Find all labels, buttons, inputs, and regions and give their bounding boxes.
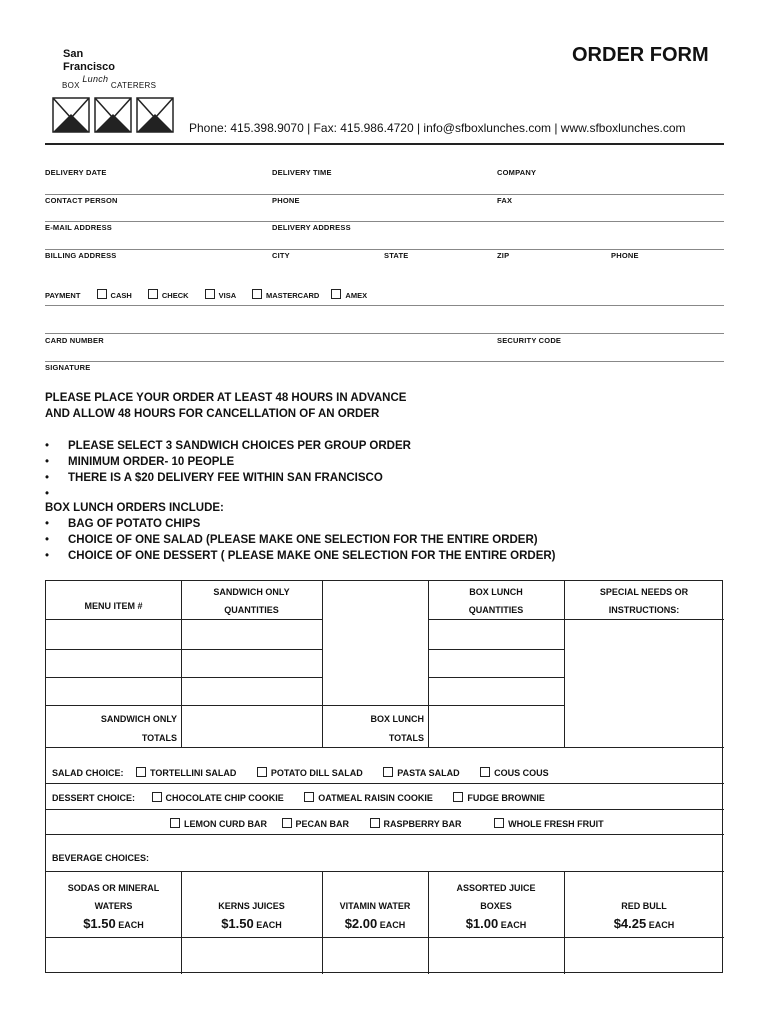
email-label: E-MAIL ADDRESS [45,223,112,232]
row-divider [428,677,564,678]
payment-mastercard[interactable] [252,291,319,300]
email-row-line[interactable] [45,249,724,250]
checkbox-icon[interactable] [331,289,341,299]
row-divider [46,677,322,678]
option-label: POTATO DILL SALAD [270,768,363,778]
delivery-date-label: DELIVERY DATE [45,168,107,177]
phone-label: PHONE [272,196,300,205]
state-label: STATE [384,251,409,260]
rule-item: • PLEASE SELECT 3 SANDWICH CHOICES PER GROUP ORDER [45,438,556,454]
signature-label: SIGNATURE [45,363,91,372]
beverage-juice-boxes[interactable] [428,879,564,934]
dessert-option[interactable] [170,819,267,829]
dessert-option[interactable] [282,819,350,829]
rule-item-empty [45,486,556,500]
dessert-label: DESSERT CHOICE: [52,793,136,803]
beverage-name [181,879,322,897]
notice-line-2: AND ALLOW 48 HOURS FOR CANCELLATION OF AN ORDER [45,408,380,420]
logo-line-1: San [63,48,84,60]
beverage-unit: EACH [648,920,675,930]
payment-label: PAYMENT [45,291,81,300]
contact-row-line[interactable] [45,221,724,222]
include-item: • CHOICE OF ONE DESSERT ( PLEASE MAKE ONE SELECTION FOR THE ENTIRE ORDER) [45,548,556,564]
logo-subtitle [62,74,157,90]
city-label: CITY [272,251,290,260]
beverage-price: $1.50 [83,916,116,931]
beverage-name: WATERS [94,901,133,911]
beverage-name: VITAMIN WATER [339,901,411,911]
option-label: CHOCOLATE CHIP COOKIE [165,793,284,803]
totals-line: TOTALS [141,733,177,743]
beverage-name: RED BULL [621,901,667,911]
header-divider [45,143,724,145]
header-line: SANDWICH ONLY [213,587,290,597]
payment-option-label: AMEX [345,291,368,300]
beverage-unit: EACH [379,920,406,930]
row-divider [428,649,564,650]
zip-label: ZIP [497,251,510,260]
delivery-row-line[interactable] [45,194,724,195]
option-label: OATMEAL RAISIN COOKIE [318,793,433,803]
box-lunch-header [428,583,564,619]
totals-line: TOTALS [388,733,424,743]
box-totals-label [322,710,424,748]
payment-option-label: CHECK [161,291,189,300]
salad-option[interactable] [480,768,549,778]
row-divider [46,705,564,706]
beverage-name [322,879,428,897]
order-table [45,580,723,973]
special-needs-header [564,583,724,619]
beverage-red-bull[interactable] [564,879,724,934]
beverage-kerns[interactable] [181,879,322,934]
header-line: QUANTITIES [468,605,524,615]
notice-line-1: PLEASE PLACE YOUR ORDER AT LEAST 48 HOURS IN ADVANCE [45,392,407,404]
checkbox-icon[interactable] [257,767,267,777]
page-title: ORDER FORM [572,44,709,66]
salad-option[interactable] [257,768,363,778]
payment-option-label: CASH [110,291,132,300]
fax-label: FAX [497,196,513,205]
include-item: • BAG OF POTATO CHIPS [45,516,556,532]
contact-info: Phone: 415.398.9070 | Fax: 415.986.4720 | info@sfboxlunches.com | www.sfboxlunches.com [189,121,686,135]
payment-check[interactable] [148,291,189,300]
delivery-address-label: DELIVERY ADDRESS [272,223,351,232]
row-divider [428,619,724,620]
header-line: INSTRUCTIONS: [608,605,680,615]
checkbox-icon[interactable] [205,289,215,299]
logo-caterers: CATERERS [110,81,157,90]
header-line: BOX LUNCH [469,587,523,597]
checkbox-icon[interactable] [170,818,180,828]
billing-address-label: BILLING ADDRESS [45,251,117,260]
beverage-choices-label: BEVERAGE CHOICES: [52,853,150,863]
menu-item-header: MENU ITEM # [84,601,143,611]
dessert-option[interactable] [453,793,545,803]
salad-option[interactable] [136,768,236,778]
checkbox-icon[interactable] [370,818,380,828]
beverage-unit: EACH [118,920,144,930]
salad-option[interactable] [383,768,459,778]
beverage-price: $4.25 [613,916,647,931]
beverage-price: $1.00 [465,916,499,931]
card-top-line[interactable] [45,333,724,334]
option-label: PASTA SALAD [397,768,460,778]
checkbox-icon[interactable] [494,818,504,828]
checkbox-icon[interactable] [152,792,162,802]
rule-item: • MINIMUM ORDER- 10 PEOPLE [45,454,556,470]
dessert-option[interactable] [370,819,462,829]
order-rules [45,438,556,564]
row-divider [46,649,322,650]
beverage-unit: EACH [256,920,282,930]
col-divider [428,581,429,747]
checkbox-icon[interactable] [282,818,292,828]
beverage-name: SODAS OR MINERAL [67,883,160,893]
checkbox-icon[interactable] [453,792,463,802]
logo-line-2: Francisco [63,61,115,73]
rule-item: • THERE IS A $20 DELIVERY FEE WITHIN SAN FRANCISCO [45,470,556,486]
card-row-line[interactable] [45,361,724,362]
logo-box: BOX [62,81,80,90]
checkbox-icon[interactable] [252,289,262,299]
logo-lunch: Lunch [82,74,109,84]
totals-line: SANDWICH ONLY [100,714,177,724]
beverage-price: $1.50 [221,916,254,931]
row-divider [46,747,724,748]
beverage-vitamin-water[interactable] [322,879,428,934]
checkbox-icon[interactable] [480,767,490,777]
option-label: LEMON CURD BAR [184,819,267,829]
envelope-logo-icon [52,96,176,136]
totals-line: BOX LUNCH [370,714,424,724]
advance-notice [45,390,406,422]
col-divider [181,581,182,747]
row-divider [46,937,724,938]
row-divider [46,871,724,872]
dessert-choice-row-2 [170,818,604,829]
header-line: QUANTITIES [224,605,279,615]
beverage-price: $2.00 [344,916,378,931]
row-divider [46,783,724,784]
checkbox-icon[interactable] [148,289,158,299]
checkbox-icon[interactable] [304,792,314,802]
contact-person-label: CONTACT PERSON [45,196,118,205]
checkbox-icon[interactable] [136,767,146,777]
option-label: COUS COUS [494,768,549,778]
col-divider [564,581,565,747]
payment-option-label: VISA [218,291,236,300]
dessert-option[interactable] [304,793,433,803]
salad-label: SALAD CHOICE: [52,768,124,778]
dessert-option[interactable] [494,819,604,829]
checkbox-icon[interactable] [97,289,107,299]
option-label: PECAN BAR [295,819,350,829]
payment-visa[interactable] [205,291,236,300]
checkbox-icon[interactable] [383,767,393,777]
sandwich-totals-label [46,710,177,748]
payment-option-label: MASTERCARD [265,291,320,300]
payment-cash[interactable] [97,291,132,300]
sandwich-only-header [181,583,322,619]
option-label: WHOLE FRESH FRUIT [508,819,604,829]
header-line: SPECIAL NEEDS OR [599,587,689,597]
option-label: FUDGE BROWNIE [467,793,545,803]
card-number-label: CARD NUMBER [45,336,104,345]
payment-row [45,289,367,300]
include-item: • CHOICE OF ONE SALAD (PLEASE MAKE ONE SELECTION FOR THE ENTIRE ORDER) [45,532,556,548]
dessert-option[interactable] [152,793,284,803]
row-divider [46,619,322,620]
beverage-sodas[interactable] [46,879,181,934]
option-label: RASPBERRY BAR [383,819,462,829]
option-label: TORTELLINI SALAD [150,768,237,778]
payment-amex[interactable] [331,291,367,300]
beverage-unit: EACH [500,920,527,930]
salad-choice-row [52,767,549,778]
beverage-name [564,879,724,897]
beverage-name: BOXES [480,901,512,911]
beverage-name: ASSORTED JUICE [456,883,536,893]
dessert-choice-row [52,792,545,803]
company-label: COMPANY [497,168,537,177]
row-divider [46,834,724,835]
phone2-label: PHONE [611,251,639,260]
delivery-time-label: DELIVERY TIME [272,168,332,177]
includes-heading: BOX LUNCH ORDERS INCLUDE: [45,502,224,514]
payment-line[interactable] [45,305,724,306]
row-divider [46,809,724,810]
logo-text [63,48,115,74]
security-code-label: SECURITY CODE [497,336,562,345]
beverage-name: KERNS JUICES [218,901,285,911]
